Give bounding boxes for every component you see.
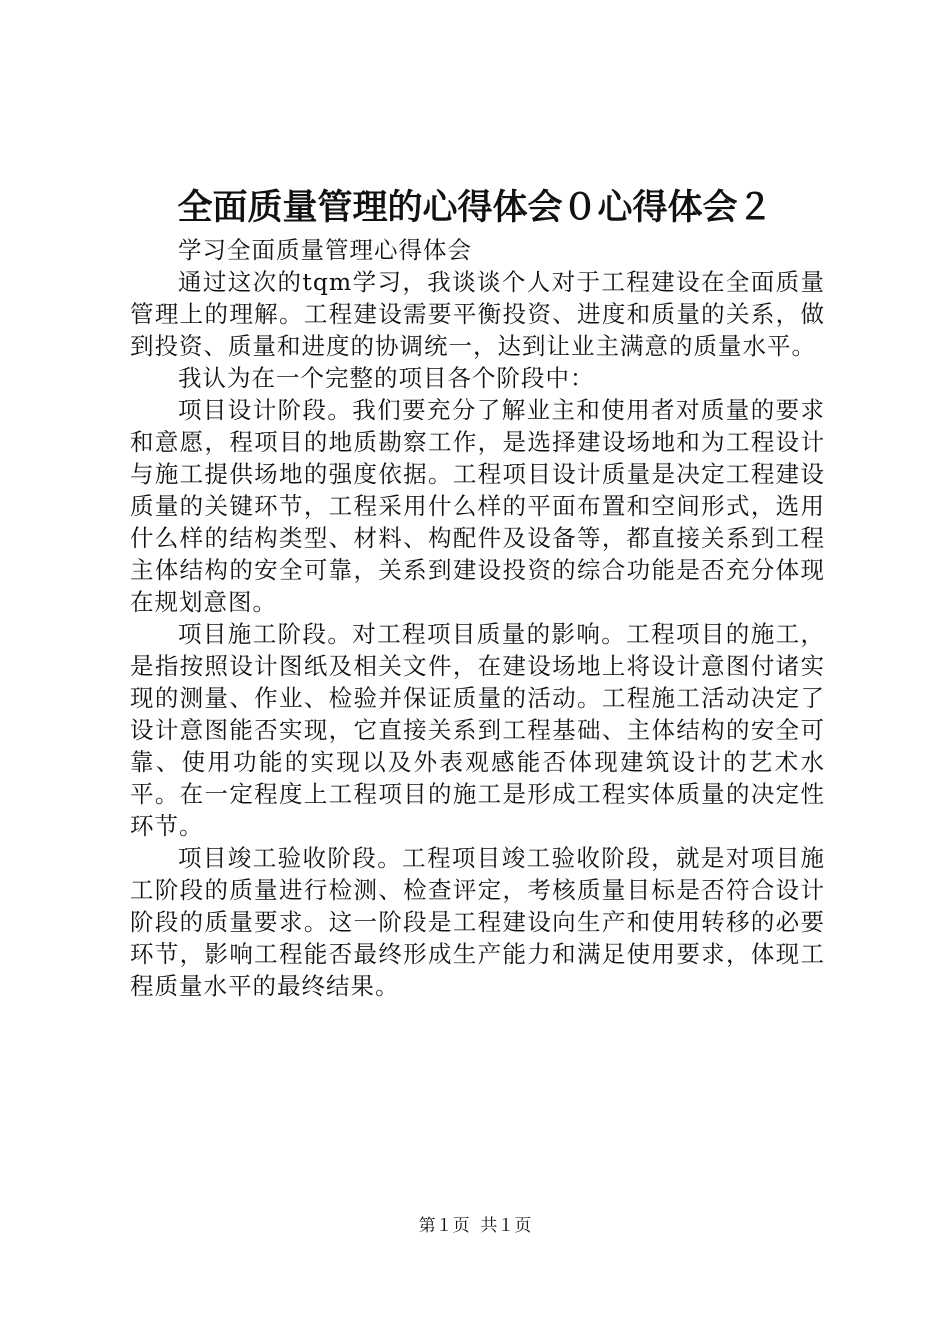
paragraph-stages-lead: 我认为在一个完整的项目各个阶段中：: [178, 364, 595, 392]
page-number-footer: 第１页 共１页: [418, 1216, 532, 1236]
paragraph-construction-stage: 项目施工阶段。对工程项目质量的影响。工程项目的施工，是指按照设计图纸及相关文件，在建设场地上将设计意图付诸实现的测量、作业、检验并保证质量的活动。工程施工活动决定了设计意图能否实现，它直接关系到工程基础、主体结构的安全可靠、使用功能的实现以及外表观感能否体现建筑设计的艺术水平。在一定程度上工程项目的施工是形成工程实体质量的决定性环节。: [130, 620, 825, 840]
paragraph-heading: 学习全面质量管理心得体会: [178, 236, 472, 264]
document-title: 全面质量管理的心得体会０心得体会２: [177, 187, 773, 228]
document-body: [130, 234, 825, 1002]
paragraph-intro: 通过这次的tqm学习，我谈谈个人对于工程建设在全面质量管理上的理解。工程建设需要平衡投资、进度和质量的关系，做到投资、质量和进度的协调统一，达到让业主满意的质量水平。: [130, 268, 825, 360]
paragraph-design-stage: 项目设计阶段。我们要充分了解业主和使用者对质量的要求和意愿，程项目的地质勘察工作，是选择建设场地和为工程设计与施工提供场地的强度依据。工程项目设计质量是决定工程建设质量的关键环节，工程采用什么样的平面布置和空间形式，选用什么样的结构类型、材料、构配件及设备等，都直接关系到工程主体结构的安全可靠，关系到建设投资的综合功能是否充分体现在规划意图。: [130, 396, 825, 616]
paragraph-acceptance-stage: 项目竣工验收阶段。工程项目竣工验收阶段，就是对项目施工阶段的质量进行检测、检查评定，考核质量目标是否符合设计阶段的质量要求。这一阶段是工程建设向生产和使用转移的必要环节，影响工程能否最终形成生产能力和满足使用要求，体现工程质量水平的最终结果。: [130, 844, 825, 1000]
